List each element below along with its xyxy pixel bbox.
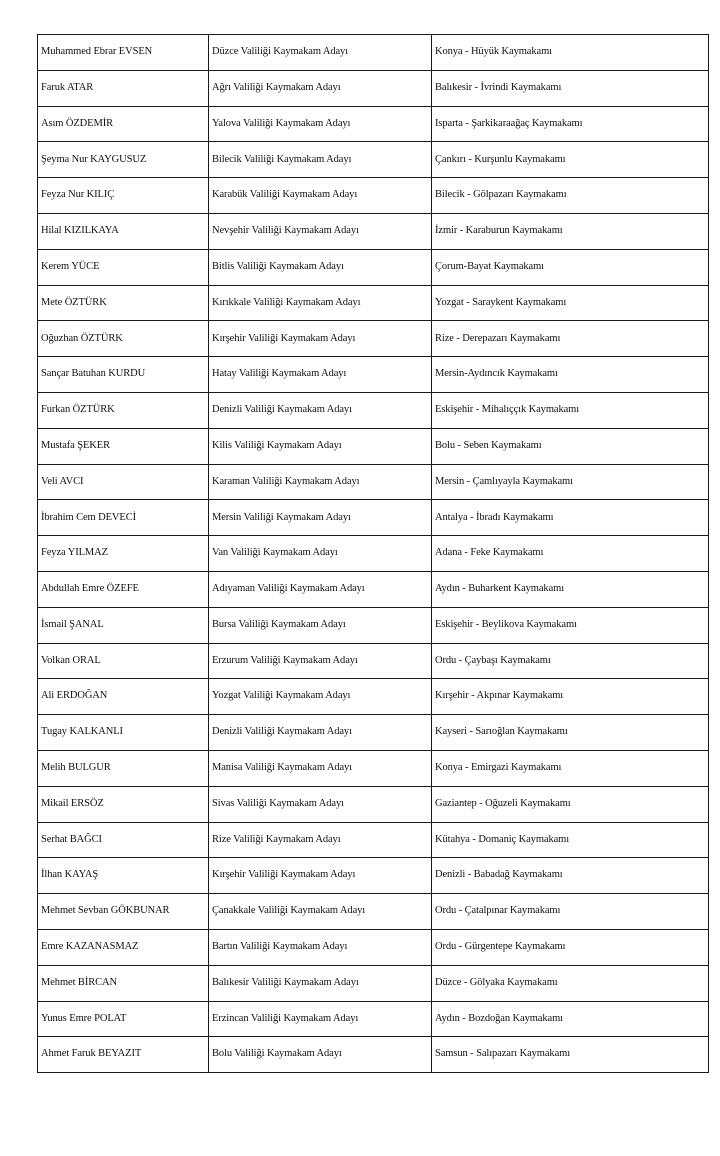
name-cell: Şeyma Nur KAYGUSUZ bbox=[38, 142, 209, 178]
position-cell: Bolu Valiliği Kaymakam Adayı bbox=[209, 1037, 432, 1073]
assignment-cell: Gaziantep - Oğuzeli Kaymakamı bbox=[432, 786, 709, 822]
name-cell: İbrahim Cem DEVECİ bbox=[38, 500, 209, 536]
name-cell: Mustafa ŞEKER bbox=[38, 428, 209, 464]
table-row bbox=[38, 464, 709, 500]
position-cell: Bitlis Valiliği Kaymakam Adayı bbox=[209, 249, 432, 285]
position-cell: Van Valiliği Kaymakam Adayı bbox=[209, 536, 432, 572]
name-cell: Furkan ÖZTÜRK bbox=[38, 392, 209, 428]
assignment-cell: Yozgat - Saraykent Kaymakamı bbox=[432, 285, 709, 321]
position-cell: Rize Valiliği Kaymakam Adayı bbox=[209, 822, 432, 858]
assignment-cell: Kayseri - Sarıoğlan Kaymakamı bbox=[432, 715, 709, 751]
table-row bbox=[38, 929, 709, 965]
assignment-cell: Antalya - İbradı Kaymakamı bbox=[432, 500, 709, 536]
position-cell: Adıyaman Valiliği Kaymakam Adayı bbox=[209, 571, 432, 607]
name-cell: Abdullah Emre ÖZEFE bbox=[38, 571, 209, 607]
position-cell: Ağrı Valiliği Kaymakam Adayı bbox=[209, 70, 432, 106]
position-cell: Erzurum Valiliği Kaymakam Adayı bbox=[209, 643, 432, 679]
assignment-cell: Denizli - Babadağ Kaymakamı bbox=[432, 858, 709, 894]
position-cell: Denizli Valiliği Kaymakam Adayı bbox=[209, 715, 432, 751]
position-cell: Denizli Valiliği Kaymakam Adayı bbox=[209, 392, 432, 428]
assignment-cell: Aydın - Buharkent Kaymakamı bbox=[432, 571, 709, 607]
assignment-cell: Eskişehir - Beylikova Kaymakamı bbox=[432, 607, 709, 643]
position-cell: Kilis Valiliği Kaymakam Adayı bbox=[209, 428, 432, 464]
position-cell: Erzincan Valiliği Kaymakam Adayı bbox=[209, 1001, 432, 1037]
table-row bbox=[38, 357, 709, 393]
assignment-cell: Kütahya - Domaniç Kaymakamı bbox=[432, 822, 709, 858]
table-row bbox=[38, 715, 709, 751]
assignment-cell: Ordu - Çaybaşı Kaymakamı bbox=[432, 643, 709, 679]
position-cell: Bilecik Valiliği Kaymakam Adayı bbox=[209, 142, 432, 178]
name-cell: Mehmet Sevban GÖKBUNAR bbox=[38, 894, 209, 930]
position-cell: Çanakkale Valiliği Kaymakam Adayı bbox=[209, 894, 432, 930]
position-cell: Mersin Valiliği Kaymakam Adayı bbox=[209, 500, 432, 536]
appointment-table bbox=[37, 34, 709, 1073]
assignment-cell: Bilecik - Gölpazarı Kaymakamı bbox=[432, 178, 709, 214]
assignment-cell: Mersin-Aydıncık Kaymakamı bbox=[432, 357, 709, 393]
assignment-cell: Adana - Feke Kaymakamı bbox=[432, 536, 709, 572]
assignment-cell: Isparta - Şarkikaraağaç Kaymakamı bbox=[432, 106, 709, 142]
name-cell: Hilal KIZILKAYA bbox=[38, 213, 209, 249]
name-cell: Veli AVCI bbox=[38, 464, 209, 500]
position-cell: Nevşehir Valiliği Kaymakam Adayı bbox=[209, 213, 432, 249]
position-cell: Karaman Valiliği Kaymakam Adayı bbox=[209, 464, 432, 500]
name-cell: İlhan KAYAŞ bbox=[38, 858, 209, 894]
name-cell: Melih BULGUR bbox=[38, 750, 209, 786]
assignment-cell: Çankırı - Kurşunlu Kaymakamı bbox=[432, 142, 709, 178]
table-row bbox=[38, 786, 709, 822]
name-cell: İsmail ŞANAL bbox=[38, 607, 209, 643]
position-cell: Bursa Valiliği Kaymakam Adayı bbox=[209, 607, 432, 643]
table-row bbox=[38, 213, 709, 249]
assignment-cell: Çorum-Bayat Kaymakamı bbox=[432, 249, 709, 285]
position-cell: Kırşehir Valiliği Kaymakam Adayı bbox=[209, 858, 432, 894]
name-cell: Asım ÖZDEMİR bbox=[38, 106, 209, 142]
table-row bbox=[38, 679, 709, 715]
table-row bbox=[38, 35, 709, 71]
assignment-cell: İzmir - Karaburun Kaymakamı bbox=[432, 213, 709, 249]
table-row bbox=[38, 249, 709, 285]
table-row bbox=[38, 142, 709, 178]
table-row bbox=[38, 894, 709, 930]
table-row bbox=[38, 1001, 709, 1037]
table-row bbox=[38, 571, 709, 607]
name-cell: Muhammed Ebrar EVSEN bbox=[38, 35, 209, 71]
name-cell: Serhat BAĞCI bbox=[38, 822, 209, 858]
table-row bbox=[38, 1037, 709, 1073]
assignment-cell: Balıkesir - İvrindi Kaymakamı bbox=[432, 70, 709, 106]
table-row bbox=[38, 428, 709, 464]
name-cell: Ahmet Faruk BEYAZIT bbox=[38, 1037, 209, 1073]
position-cell: Yalova Valiliği Kaymakam Adayı bbox=[209, 106, 432, 142]
position-cell: Düzce Valiliği Kaymakam Adayı bbox=[209, 35, 432, 71]
assignment-cell: Kırşehir - Akpınar Kaymakamı bbox=[432, 679, 709, 715]
assignment-cell: Samsun - Salıpazarı Kaymakamı bbox=[432, 1037, 709, 1073]
table-row bbox=[38, 321, 709, 357]
assignment-cell: Ordu - Gürgentepe Kaymakamı bbox=[432, 929, 709, 965]
name-cell: Sançar Batuhan KURDU bbox=[38, 357, 209, 393]
assignment-cell: Düzce - Gölyaka Kaymakamı bbox=[432, 965, 709, 1001]
assignment-cell: Konya - Hüyük Kaymakamı bbox=[432, 35, 709, 71]
name-cell: Oğuzhan ÖZTÜRK bbox=[38, 321, 209, 357]
position-cell: Karabük Valiliği Kaymakam Adayı bbox=[209, 178, 432, 214]
position-cell: Kırıkkale Valiliği Kaymakam Adayı bbox=[209, 285, 432, 321]
position-cell: Manisa Valiliği Kaymakam Adayı bbox=[209, 750, 432, 786]
table-row bbox=[38, 536, 709, 572]
table-row bbox=[38, 965, 709, 1001]
name-cell: Mikail ERSÖZ bbox=[38, 786, 209, 822]
table-body bbox=[38, 35, 709, 1073]
assignment-cell: Ordu - Çatalpınar Kaymakamı bbox=[432, 894, 709, 930]
name-cell: Feyza Nur KILIÇ bbox=[38, 178, 209, 214]
name-cell: Emre KAZANASMAZ bbox=[38, 929, 209, 965]
position-cell: Sivas Valiliği Kaymakam Adayı bbox=[209, 786, 432, 822]
assignment-cell: Eskişehir - Mihalıççık Kaymakamı bbox=[432, 392, 709, 428]
assignment-cell: Bolu - Seben Kaymakamı bbox=[432, 428, 709, 464]
table-row bbox=[38, 858, 709, 894]
table-row bbox=[38, 500, 709, 536]
table-row bbox=[38, 750, 709, 786]
position-cell: Bartın Valiliği Kaymakam Adayı bbox=[209, 929, 432, 965]
table-row bbox=[38, 178, 709, 214]
name-cell: Mete ÖZTÜRK bbox=[38, 285, 209, 321]
table-row bbox=[38, 106, 709, 142]
name-cell: Ali ERDOĞAN bbox=[38, 679, 209, 715]
name-cell: Volkan ORAL bbox=[38, 643, 209, 679]
name-cell: Kerem YÜCE bbox=[38, 249, 209, 285]
position-cell: Balıkesir Valiliği Kaymakam Adayı bbox=[209, 965, 432, 1001]
name-cell: Mehmet BİRCAN bbox=[38, 965, 209, 1001]
position-cell: Yozgat Valiliği Kaymakam Adayı bbox=[209, 679, 432, 715]
table-row bbox=[38, 822, 709, 858]
position-cell: Kırşehir Valiliği Kaymakam Adayı bbox=[209, 321, 432, 357]
assignment-cell: Konya - Emirgazi Kaymakamı bbox=[432, 750, 709, 786]
table-row bbox=[38, 643, 709, 679]
table-row bbox=[38, 607, 709, 643]
name-cell: Feyza YILMAZ bbox=[38, 536, 209, 572]
assignment-cell: Mersin - Çamlıyayla Kaymakamı bbox=[432, 464, 709, 500]
assignment-cell: Rize - Derepazarı Kaymakamı bbox=[432, 321, 709, 357]
name-cell: Faruk ATAR bbox=[38, 70, 209, 106]
name-cell: Yunus Emre POLAT bbox=[38, 1001, 209, 1037]
position-cell: Hatay Valiliği Kaymakam Adayı bbox=[209, 357, 432, 393]
name-cell: Tugay KALKANLI bbox=[38, 715, 209, 751]
table-row bbox=[38, 70, 709, 106]
table-row bbox=[38, 285, 709, 321]
table-row bbox=[38, 392, 709, 428]
assignment-cell: Aydın - Bozdoğan Kaymakamı bbox=[432, 1001, 709, 1037]
